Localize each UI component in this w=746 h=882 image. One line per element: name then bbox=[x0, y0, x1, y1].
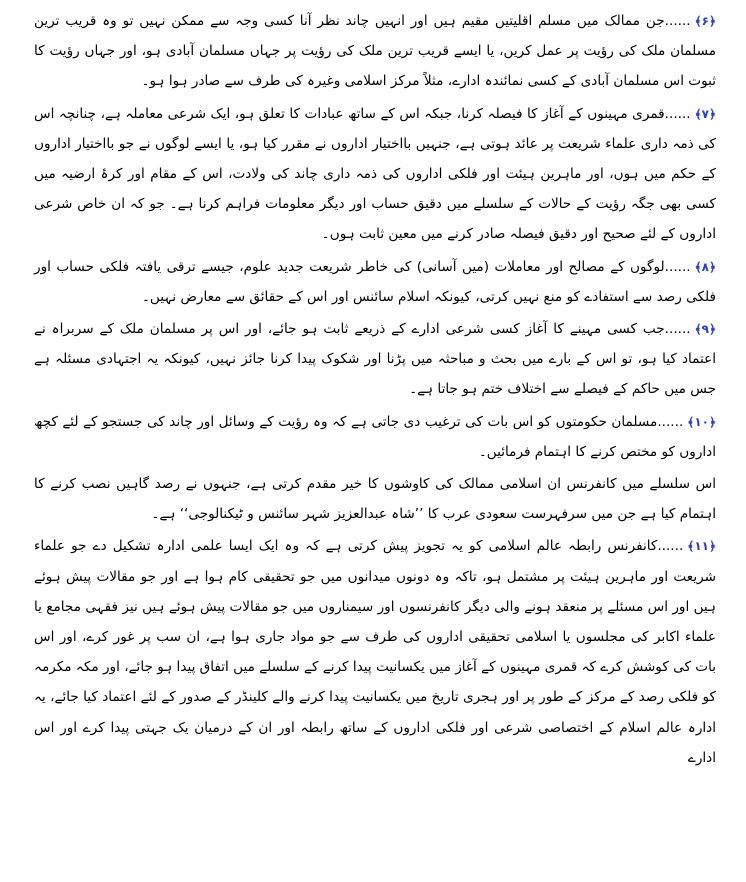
paragraph-text: لوگوں کے مصالح اور معاملات (میں آسانی) کی خاطر شریعت جدید علوم، جیسے ترقی یافتہ فلکی حساب اور فلکی رصد سے استفادے کو منع نہیں کرتی، کیونکہ اسلام سائنس اور اس کے حقائق سے معارض نہیں۔ bbox=[34, 258, 716, 305]
paragraph-text: مسلمان حکومتوں کو اس بات کی ترغیب دی جاتی ہے کہ وہ رؤیت کے وسائل اور چاند کی جستجو کے لئے کچھ اداروں کو مختص کرنے کا اہتمام فرمائیں۔ bbox=[34, 413, 716, 460]
paragraph-number: ﴿۷﴾ bbox=[694, 106, 716, 121]
paragraph-number: ﴿۸﴾ bbox=[694, 259, 716, 274]
paragraph-11 bbox=[34, 531, 716, 773]
paragraph-text: کانفرنس رابطہ عالم اسلامی کو یہ تجویز پیش کرتی ہے کہ وہ ایک ایسا علمی ادارہ تشکیل دے جو علماء شریعت اور ماہرین ہیئت پر مشتمل ہو، تاکہ وہ دونوں میدانوں میں جو تحقیقی کام ہوا ہے اور جو مقالات پیش ہوئے ہیں اور اس مسئلے پر منعقد ہونے والی دیگر کانفرنسوں اور سیمناروں میں جو مقالات پیش ہوئے ہیں نیز فقہی مجامع یا علماء اکابر کی مجلسوں یا اسلامی تحقیقی اداروں کی طرف سے جو مواد جاری ہوا ہے، ان سب پر غور کرے، اور اس بات کی کوشش کرے کہ قمری مہینوں کے آغاز میں یکسانیت پیدا کرنے کے سلسلے میں اتفاق پیدا ہو جائے، اور مکہ مکرمہ کو فلکی رصد کے مرکز کے طور پر اور ہجری تاریخ میں یکسانیت پیدا کرنے والے کلینڈر کے صدور کے لئے اعتماد کیا جائے، یہ ادارہ عالم اسلام کے اختصاصی شرعی اور فلکی اداروں کے ساتھ رابطہ اور ان کے درمیان یک جہتی پیدا کرے اور اس ادارے bbox=[34, 538, 716, 766]
paragraph-text: قمری مہینوں کے آغاز کا فیصلہ کرنا، جبکہ اس کے ساتھ عبادات کا تعلق ہو، ایک شرعی معاملہ ہے، چنانچہ اس کی ذمہ داری علماء شریعت پر عائد ہوتی ہے، جنہیں بااختیار اداروں نے مقرر کیا ہو، یا ایسے لوگوں نے جو بااختیار اداروں کے حکم میں ہوں، اور ماہرین ہیئت اور فلکی اداروں کی ذمہ داری چاند کی ولادت، اس کے مقام اور کرۂ ارضیہ میں کسی بھی جگہ رؤیت کے حالات کے سلسلے میں دقیق حساب اور دیگر معلومات فراہم کرنا ہے۔ جو کہ ان خاص شرعی اداروں کے لئے صحیح اور دقیق فیصلہ صادر کرنے میں معین ثابت ہوں۔ bbox=[34, 105, 716, 243]
paragraph-text: اس سلسلے میں کانفرنس ان اسلامی ممالک کی کاوشوں کا خیر مقدم کرتی ہے، جنہوں نے رصد گاہیں نصب کرنے کا اہتمام کیا ہے جن میں سرفہرست سعودی عرب کا ’’شاہ عبدالعزیز شہر سائنس و ٹیکنالوجی‘‘ ہے۔ bbox=[34, 476, 716, 523]
paragraph-conference-note bbox=[34, 469, 716, 529]
paragraph-9 bbox=[34, 314, 716, 405]
paragraph-10 bbox=[34, 407, 716, 467]
paragraph-8 bbox=[34, 252, 716, 312]
paragraph-number: ﴿۱۰﴾ bbox=[687, 414, 716, 429]
paragraph-7 bbox=[34, 99, 716, 250]
paragraph-text: جب کسی مہینے کا آغاز کسی شرعی ادارے کے ذریعے ثابت ہو جائے، اور اس پر مسلمان ملک کے سربراہ نے اعتماد کیا ہو، تو اس کے بارے میں بحث و مباحثہ میں پڑنا اور شکوک پیدا کرنا جائز نہیں، کیونکہ یہ اجتہادی مسئلہ ہے جس میں حاکم کے فیصلے سے اختلاف ختم ہو جاتا ہے۔ bbox=[34, 321, 716, 398]
paragraph-6 bbox=[34, 6, 716, 97]
paragraph-text: جن ممالک میں مسلم اقلیتیں مقیم ہیں اور انہیں چاند نظر آنا کسی وجہ سے ممکن نہیں تو وہ قریب ترین مسلمان ملک کی رؤیت پر عمل کریں، یا ایسے قریب ترین ملک کی رؤیت پر جہاں مسلمان آبادی ہو، اور جہاں رؤیت کا ثبوت اس مسلمان آبادی کے کسی نمائندہ ادارے، مثلاً مرکز اسلامی وغیرہ کی طرف سے صادر ہوا ہو۔ bbox=[34, 13, 716, 90]
paragraph-dots: ...... bbox=[657, 413, 684, 430]
paragraph-dots: ...... bbox=[664, 13, 691, 29]
paragraph-dots: ...... bbox=[657, 538, 684, 555]
paragraph-dots: ...... bbox=[664, 105, 691, 122]
paragraph-dots: ...... bbox=[664, 258, 691, 275]
paragraph-number: ﴿۱۱﴾ bbox=[687, 539, 716, 554]
paragraph-number: ﴿۹﴾ bbox=[694, 322, 716, 337]
paragraph-dots: ...... bbox=[664, 321, 691, 338]
paragraph-number: ﴿۶﴾ bbox=[694, 14, 716, 28]
